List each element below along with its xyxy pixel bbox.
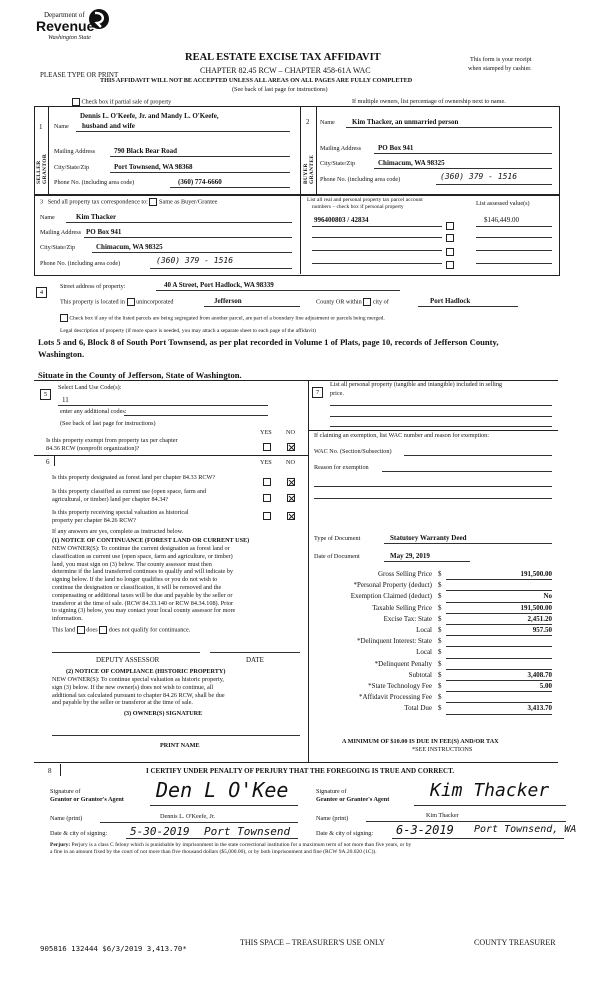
grantee-name-label: Name (print)	[316, 815, 349, 822]
notice1-line: determine if the land transferred continues to qualify and will indicate by	[52, 568, 233, 576]
tax-row-value[interactable]: 191,500.00	[520, 570, 552, 578]
deputy-assessor-label: DEPUTY ASSESSOR	[96, 656, 160, 664]
tax-row-value[interactable]: 957.50	[532, 626, 552, 634]
notice1-line: signing below. If the land no longer qualifies or you do not wish to	[52, 576, 218, 584]
same-as-buyer-label: Same as Buyer/Grantee	[159, 198, 218, 206]
tax-row-label: Local	[416, 626, 432, 634]
tax-row-line	[446, 714, 552, 715]
form-title: REAL ESTATE EXCISE TAX AFFIDAVIT	[185, 52, 381, 63]
grantor-sig-label-1: Signature of	[50, 788, 81, 795]
minimum-note-1: A MINIMUM OF $10.00 IS DUE IN FEE(S) AND/OR TAX	[342, 738, 499, 745]
tax-row-currency: $	[438, 614, 442, 623]
grantee-sig-label-1: Signature of	[316, 788, 347, 795]
seller-name-line2[interactable]: husband and wife	[82, 122, 135, 130]
tax-row-value[interactable]: 3,413.70	[527, 704, 552, 713]
located-line	[60, 298, 174, 306]
reason-label: Reason for exemption	[314, 464, 369, 471]
exempt-yes-checkbox[interactable]	[263, 438, 271, 456]
notice1-line: to signing (3) below, you may contact your local county assessor for more	[52, 607, 236, 615]
notice1-line: continue the designation or classification, it will be removed and the	[52, 583, 222, 591]
tax-row-label: *Delinquent Interest: State	[356, 637, 432, 646]
unincorporated-checkbox[interactable]	[127, 298, 135, 306]
if-yes-line: If any answers are yes, complete as instructed below.	[52, 528, 184, 535]
does-not-checkbox[interactable]	[99, 626, 107, 634]
date-label: DATE	[246, 656, 264, 664]
tax-row-line	[446, 602, 552, 603]
section-7-number	[312, 381, 323, 399]
tax-row	[310, 660, 556, 671]
exempt-q2: 84.36 RCW (nonprofit organization)?	[46, 445, 140, 452]
personal-property-label-2: price.	[330, 390, 344, 397]
tax-row	[310, 626, 556, 637]
seller-name-line1: Dennis L. O'Keefe, Jr. and Mandy L. O'Keefe,	[80, 112, 219, 120]
buyer-mailing-label: Mailing Address	[320, 145, 362, 152]
grantor-name-label: Name (print)	[50, 815, 83, 822]
buyer-city-label: City/State/Zip	[320, 160, 356, 167]
land-use-see-back: (See back of last page for instructions)	[60, 420, 156, 427]
grantor-name[interactable]: Dennis L. O'Keefe, Jr.	[160, 813, 216, 820]
tax-row-currency: $	[438, 626, 442, 634]
county-label: County OR within	[316, 298, 362, 306]
corr-city[interactable]: Chimacum, WA 98325	[96, 243, 163, 251]
doc-date-label: Date of Document	[314, 553, 360, 560]
tax-row-line	[446, 646, 552, 647]
tax-row-currency: $	[438, 648, 442, 657]
correspondence-text: Send all property tax correspondence to:	[47, 198, 148, 206]
tax-row-label: Excise Tax: State	[383, 614, 432, 623]
continuance-line	[52, 626, 190, 634]
tax-row-label: Gross Selling Price	[377, 570, 432, 578]
partial-sale-checkbox[interactable]	[72, 98, 80, 106]
wac-label: WAC No. (Section/Subsection)	[314, 448, 392, 455]
minimum-note-2: *SEE INSTRUCTIONS	[412, 746, 473, 753]
this-land-label: This land	[52, 626, 76, 634]
notice2-line: NEW OWNER(S): To continue special valuation as historic property,	[52, 676, 224, 683]
notice2-line: sign (3) below. If the new owner(s) does not wish to continue, all	[52, 683, 214, 691]
s6-q1: Is this property designated as forest land per chapter 84.33 RCW?	[52, 474, 216, 481]
located-label: This property is located in	[60, 298, 125, 306]
tax-row	[310, 615, 556, 626]
tax-row-currency: $	[438, 592, 442, 601]
legal-label: Legal description of property (if more space is needed, you may attach a separate sheet to each page of the affidavit)	[60, 328, 316, 334]
parcels-header-1: List all real and personal property tax parcel account	[307, 197, 423, 203]
tax-row-currency: $	[438, 682, 442, 690]
corr-mailing[interactable]: PO Box 941	[86, 228, 122, 236]
tax-row-line	[446, 579, 552, 580]
receipt-note-1: This form is your receipt	[470, 56, 532, 63]
notice1-title: (1) NOTICE OF CONTINUANCE (FOREST LAND OR CURRENT USE)	[52, 537, 250, 544]
tax-row-line	[446, 669, 552, 670]
q3-no-checkbox[interactable]	[287, 507, 295, 525]
buyer-mailing[interactable]: PO Box 941	[378, 144, 414, 152]
tax-row	[310, 570, 556, 581]
seller-mailing-label: Mailing Address	[54, 148, 96, 155]
section-6-number: 6	[46, 458, 50, 466]
tax-row-value[interactable]: 2,451.20	[527, 614, 552, 623]
tax-row	[310, 671, 556, 682]
tax-row-currency: $	[438, 603, 442, 612]
tax-row-currency: $	[438, 581, 442, 590]
tax-row-line	[446, 691, 552, 692]
s6-q3a: Is this property receiving special valuation as historical	[52, 509, 189, 516]
q2-yes-checkbox[interactable]	[263, 489, 271, 507]
tax-row-label: *Delinquent Penalty	[374, 659, 432, 668]
notice2-line: and payable by the seller or transferor at the time of sale.	[52, 699, 193, 707]
land-use-label: Select Land Use Code(s):	[58, 384, 122, 391]
notice1-line: NEW OWNER(S): To continue the current designation as forest land or	[52, 545, 230, 552]
same-as-buyer-checkbox[interactable]	[149, 198, 157, 206]
tax-row-currency: $	[438, 670, 442, 679]
tax-row-label: Taxable Selling Price	[372, 603, 432, 612]
tax-row-value[interactable]: 3,408.70	[527, 670, 552, 679]
assessed-header: List assessed value(s)	[476, 200, 530, 207]
tax-row-line	[446, 702, 552, 703]
print-name-label: PRINT NAME	[160, 742, 200, 749]
street-address[interactable]: 40 A Street, Port Hadlock, WA 98339	[164, 281, 274, 289]
county-treasurer-label: COUNTY TREASURER	[474, 938, 556, 947]
legal-description-3: Situate in the County of Jefferson, State of Washington.	[38, 370, 242, 380]
grantor-date-city-label: Date & city of signing:	[50, 830, 108, 837]
tax-row-currency: $	[438, 637, 442, 646]
notice1-line: classification as current use (open space, farm and agriculture, or timber)	[52, 552, 233, 560]
grantee-signature[interactable]: Kim Thacker	[430, 780, 550, 801]
section-5-number	[40, 383, 51, 401]
tax-row-line	[446, 613, 552, 614]
treasurer-use-label: THIS SPACE – TREASURER'S USE ONLY	[240, 938, 385, 947]
corr-phone-label: Phone No. (including area code)	[40, 260, 121, 267]
land-use-no: NO	[286, 429, 295, 436]
see-back-line: (See back of last page for instructions)	[232, 86, 328, 93]
doc-type[interactable]: Statutory Warranty Deed	[390, 534, 467, 542]
tax-row-label: Total Due	[404, 704, 432, 713]
buyer-side-label: BUYER GRANTEE	[303, 154, 315, 184]
buyer-name[interactable]: Kim Thacker, an unmarried person	[352, 118, 459, 126]
notice1-line: transferor at the time of sale. (RCW 84.33.140 or RCW 84.34.108). Prior	[52, 599, 234, 607]
dept-line2: Revenue	[36, 18, 95, 34]
perjury-label: Perjury:	[50, 842, 71, 848]
partial-sale[interactable]	[72, 98, 171, 106]
seller-mailing[interactable]: 790 Black Bear Road	[114, 147, 178, 155]
tax-row-label: *Affidavit Processing Fee	[359, 693, 432, 702]
tax-row-line	[446, 680, 552, 681]
buyer-phone-label: Phone No. (including area code)	[320, 176, 401, 183]
tax-row	[310, 581, 556, 592]
tax-row	[310, 592, 556, 603]
tax-row-line	[446, 635, 552, 636]
buyer-name-label: Name	[320, 119, 335, 126]
land-use-yes: YES	[260, 429, 272, 436]
segregated-label: Check box if any of the listed parcels are being segregated from another parcel, are part of a boundary line adjustment or parcels being merged.	[69, 315, 385, 322]
q3-yes-checkbox[interactable]	[263, 507, 271, 525]
s6-q2b: agricultural, or timber) land per chapter 84.34?	[52, 496, 169, 503]
corr-phone[interactable]: (360) 379 - 1516	[156, 256, 234, 265]
seller-phone[interactable]: (360) 774-6660	[178, 178, 222, 186]
county-value[interactable]: Jefferson	[214, 297, 242, 305]
multiple-owners-note: If multiple owners, list percentage of ownership next to name.	[352, 98, 506, 105]
section-8-number: 8	[48, 767, 52, 775]
doc-date[interactable]: May 29, 2019	[390, 552, 430, 560]
tax-row	[310, 693, 556, 704]
grantee-date[interactable]: 6-3-2019	[396, 823, 454, 837]
exemption-label: If claiming an exemption, list WAC number and reason for exemption:	[314, 432, 489, 439]
grantee-name[interactable]: Kim Thacker	[426, 812, 459, 819]
does-not-label: does not qualify for continuance.	[108, 626, 191, 634]
seller-section-number: 1	[39, 123, 43, 131]
tax-row-line	[446, 658, 552, 659]
perjury-notice	[50, 842, 570, 856]
tax-row-label: Exemption Claimed (deduct)	[350, 592, 432, 601]
seller-city-label: City/State/Zip	[54, 164, 90, 171]
tax-row-value[interactable]: 191,500.00	[520, 603, 552, 612]
street-label: Street address of property:	[60, 283, 126, 290]
county-or-within	[316, 298, 389, 306]
buyer-section-number: 2	[306, 118, 310, 126]
notice1-line: information.	[52, 615, 83, 623]
section-7-label: 7	[312, 387, 323, 398]
grantee-sig-label-2: Grantee or Grantee's Agent	[316, 796, 390, 803]
q2-no-checkbox[interactable]	[287, 489, 295, 507]
notice1-body	[52, 545, 304, 623]
segregated-line[interactable]	[60, 314, 385, 322]
tax-row-value[interactable]: No	[543, 592, 552, 601]
grantor-signature[interactable]: Den L O'Kee	[156, 778, 289, 802]
receipt-note-2: when stamped by cashier.	[468, 65, 532, 72]
warning-line: THIS AFFIDAVIT WILL NOT BE ACCEPTED UNLESS ALL AREAS ON ALL PAGES ARE FULLY COMPLETED	[100, 77, 413, 84]
tax-row-label: *Personal Property (deduct)	[353, 581, 432, 590]
buyer-phone[interactable]: (360) 379 - 1516	[440, 172, 518, 181]
grantor-sig-label-2: Grantor or Grantor's Agent	[50, 796, 124, 803]
tax-row	[310, 637, 556, 648]
tax-row-label: Subtotal	[408, 670, 432, 679]
tax-row-currency: $	[438, 704, 442, 713]
grantee-date-city-label: Date & city of signing:	[316, 830, 374, 837]
segregated-checkbox[interactable]	[60, 314, 68, 322]
grantor-date[interactable]: 5-30-2019	[130, 825, 190, 838]
correspondence-label	[40, 198, 217, 206]
notice1-line: land, you must sign on (3) below. The county assessor must then	[52, 560, 212, 568]
corr-city-label: City/State/Zip	[40, 244, 76, 251]
land-use-code[interactable]: 11	[62, 396, 69, 404]
grantor-city[interactable]: Port Townsend	[204, 825, 291, 838]
unincorporated-label: unincorporated	[136, 298, 174, 306]
certify-line: I CERTIFY UNDER PENALTY OF PERJURY THAT THE FOREGOING IS TRUE AND CORRECT.	[146, 767, 455, 775]
chapter-line: CHAPTER 82.45 RCW – CHAPTER 458-61A WAC	[200, 66, 371, 75]
section-5-label: 5	[40, 389, 51, 400]
seller-city[interactable]: Port Townsend, WA 98368	[114, 163, 193, 171]
parcel-4-checkbox[interactable]	[446, 256, 454, 274]
cashier-stamp: 905816 132444 $6/3/2019 3,413.70*	[40, 944, 187, 953]
tax-row-currency: $	[438, 570, 442, 578]
tax-row-label: Local	[416, 648, 432, 657]
perjury-text-1: Perjury is a class C felony which is punishable by imprisonment in the state correctional institution for a maximum term of not more than five years, or by	[71, 842, 412, 848]
corr-name[interactable]: Kim Thacker	[76, 213, 117, 221]
seller-phone-label: Phone No. (including area code)	[54, 179, 135, 186]
notice2-line: additional tax calculated pursuant to chapter 84.26 RCW, shall be due	[52, 691, 225, 699]
tax-row-line	[446, 624, 552, 625]
tax-row-value[interactable]: 5.00	[539, 682, 552, 690]
dept-line3: Washington State	[48, 34, 91, 41]
exempt-no-checkbox[interactable]	[287, 438, 295, 456]
tax-row-label: *State Technology Fee	[368, 682, 432, 690]
please-type: PLEASE TYPE OR PRINT	[40, 71, 119, 79]
parcel-1-value: 996400803 / 42834	[314, 216, 369, 224]
dor-logo	[36, 8, 112, 48]
buyer-city[interactable]: Chimacum, WA 98325	[378, 159, 445, 167]
city-value[interactable]: Port Hadlock	[430, 297, 471, 305]
s6-yes: YES	[260, 459, 272, 466]
additional-codes-label: enter any additional codes:	[60, 408, 127, 415]
city-of-checkbox[interactable]	[363, 298, 371, 306]
doc-type-label: Type of Document	[314, 535, 361, 542]
legal-description-1: Lots 5 and 6, Block 8 of South Port Townsend, as per plat recorded in Volume 1 of Plats, page 10, records of Jefferson County,	[38, 337, 499, 347]
seller-side-label: SELLER GRANTOR	[36, 153, 48, 184]
parcel-1[interactable]	[314, 216, 368, 224]
tax-row-currency: $	[438, 659, 442, 668]
personal-property-label-1: List all personal property (tangible and intangible) included in selling	[330, 381, 503, 388]
section-4-label: 4	[36, 287, 47, 298]
s6-q3b: property per chapter 84.26 RCW?	[52, 517, 137, 524]
tax-row	[310, 704, 556, 715]
legal-description-2: Washington.	[38, 349, 85, 359]
corr-mailing-label: Mailing Address	[40, 229, 82, 236]
s6-q2a: Is this property classified as current use (open space, farm and	[52, 488, 207, 495]
correspondence-section-number: 3	[40, 198, 44, 206]
parcels-header-2: numbers – check box if personal property	[312, 204, 404, 210]
tax-row	[310, 648, 556, 659]
corr-name-label: Name	[40, 214, 55, 221]
tax-row-line	[446, 590, 552, 591]
assessed-1[interactable]: $146,449.00	[484, 216, 519, 224]
section-4-number	[36, 281, 47, 299]
does-label: does	[86, 626, 98, 634]
owner-signature-label: (3) OWNER(S) SIGNATURE	[124, 710, 203, 717]
partial-sale-label: Check box if partial sale of property	[81, 98, 172, 106]
city-of-label: city of	[372, 298, 389, 306]
exempt-q1: Is this property exempt from property tax per chapter	[46, 437, 178, 444]
seller-name-label: Name	[54, 123, 69, 130]
grantee-city[interactable]: Port Townsend, WA	[474, 824, 577, 835]
dept-line1: Department of	[44, 11, 85, 19]
notice2-body	[52, 676, 225, 707]
s6-no: NO	[286, 459, 295, 466]
tax-row	[310, 604, 556, 615]
notice2-title: (2) NOTICE OF COMPLIANCE (HISTORIC PROPERTY)	[66, 668, 226, 675]
perjury-text-2: a fine in an amount fixed by the court of not more than five thousand dollars ($5,000.00), or by both imprisonment and fine (RCW 9A.20.020 (1C)).	[50, 849, 377, 855]
notice1-line: compensating or additional taxes will be due and payable by the seller or	[52, 591, 233, 599]
does-checkbox[interactable]	[77, 626, 85, 634]
tax-row-currency: $	[438, 693, 442, 702]
tax-row	[310, 682, 556, 693]
